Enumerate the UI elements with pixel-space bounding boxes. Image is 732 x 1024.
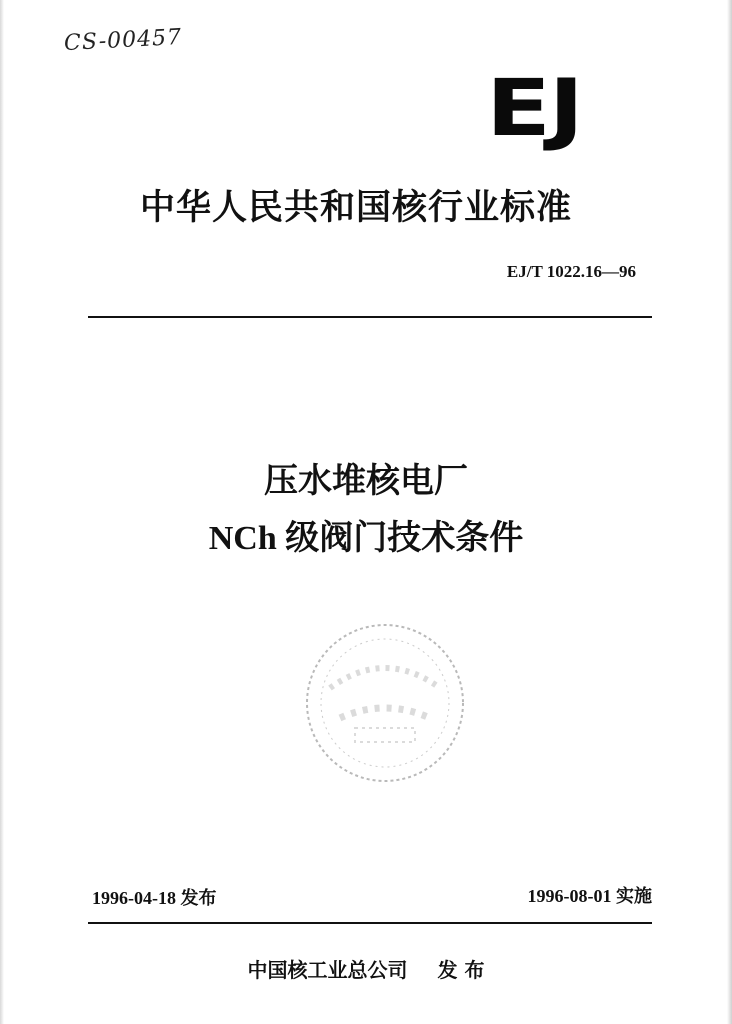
implementation-date: 1996-08-01 实施 xyxy=(527,886,652,906)
standard-number: EJ/T 1022.16—96 xyxy=(506,262,636,281)
top-divider xyxy=(88,316,652,318)
ej-logo: EJ xyxy=(486,64,582,154)
issue-date: 1996-04-18 发布 xyxy=(92,888,217,908)
faded-seal-stamp xyxy=(300,618,470,788)
title-line-2: NCh 级阀门技术条件 xyxy=(208,520,524,557)
publisher-action: 发 布 xyxy=(437,958,485,982)
publisher-name: 中国核工业总公司 xyxy=(247,958,408,982)
title-line-1: 压水堆核电厂 xyxy=(264,461,468,501)
org-title: 中华人民共和国核行业标准 xyxy=(140,188,573,228)
handwritten-note: CS-00457 xyxy=(63,24,183,57)
publisher-line xyxy=(0,954,732,983)
document-title xyxy=(0,452,732,568)
bottom-divider xyxy=(88,922,652,924)
